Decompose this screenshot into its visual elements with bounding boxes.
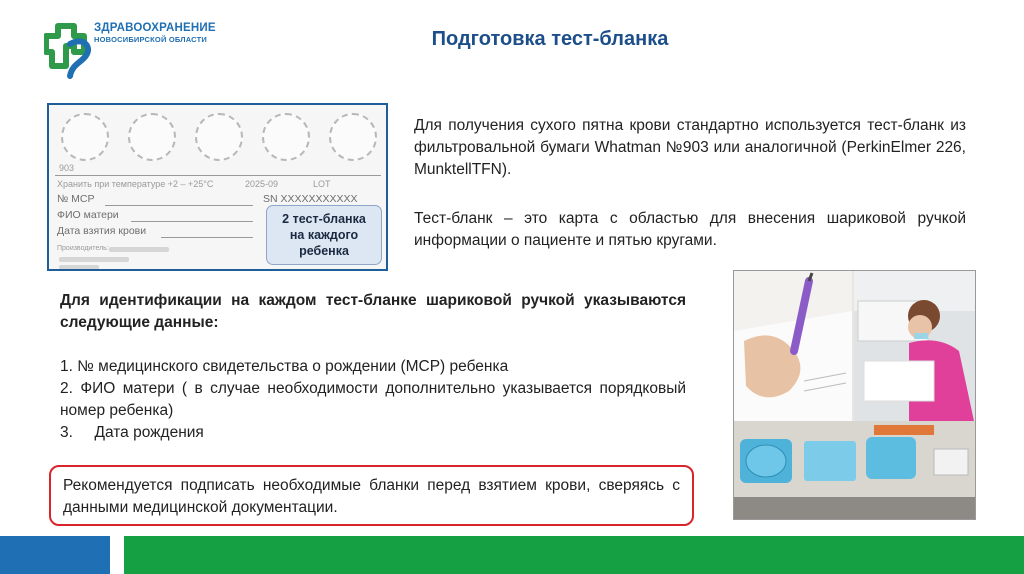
form-blur xyxy=(59,265,99,270)
logo-subtitle: НОВОСИБИРСКОЙ ОБЛАСТИ xyxy=(94,35,207,44)
list-item: 2. ФИО матери ( в случае необходимости дополнительно указывается порядковый номер ребенка) xyxy=(60,380,686,419)
form-divider xyxy=(55,175,381,176)
list-item: 1. № медицинского свидетельства о рождении (МСР) ребенка xyxy=(60,358,509,375)
blood-spot-circle xyxy=(329,113,377,161)
form-blur xyxy=(109,247,169,252)
badge-line: на каждого xyxy=(289,228,359,242)
form-mother-label: ФИО матери xyxy=(57,209,119,221)
form-msr-label: № МСР xyxy=(57,193,95,205)
photo-filling-forms xyxy=(733,270,976,520)
identification-heading: Для идентификации на каждом тест-бланке шариковой ручкой указываются следующие данные: xyxy=(60,292,686,331)
badge-line: 2 тест-бланка xyxy=(282,212,366,226)
form-expiry: 2025-09 xyxy=(245,179,279,189)
blood-spot-circle xyxy=(128,113,176,161)
logo-title: ЗДРАВООХРАНЕНИЕ xyxy=(94,22,216,34)
footer-bar-blue xyxy=(0,536,110,574)
identification-section xyxy=(60,290,686,444)
paragraph-test-form: Тест-бланк – это карта с областью для внесения шариковой ручкой информации о пациенте и пятью кругами. xyxy=(414,210,966,249)
form-number: 903 xyxy=(59,163,75,173)
photo-illustration xyxy=(734,271,976,520)
form-blur xyxy=(59,257,129,262)
form-date-label: Дата взятия крови xyxy=(57,225,147,237)
form-lot: LOT xyxy=(313,179,331,189)
form-underline xyxy=(161,237,253,238)
recommendation-note: Рекомендуется подписать необходимые бланки перед взятием крови, сверяясь с данными медицинской документации. xyxy=(49,465,694,526)
forms-per-child-badge xyxy=(266,205,382,265)
badge-line: ребенка xyxy=(299,244,349,258)
list-item: 3. Дата рождения xyxy=(60,424,204,441)
blood-spot-circle xyxy=(61,113,109,161)
form-underline xyxy=(105,205,253,206)
form-maker-label: Производитель: xyxy=(57,245,109,252)
form-storage: Хранить при температуре +2 – +25°С xyxy=(57,179,214,189)
spacer xyxy=(60,334,686,356)
blood-spot-circle xyxy=(195,113,243,161)
paragraph-filter-paper: Для получения сухого пятна крови стандартно используется тест-бланк из фильтровальной бумаги Whatman №903 или аналогичной (PerkinElmer 226, MunktellTFN). xyxy=(414,117,966,178)
form-underline xyxy=(131,221,253,222)
blood-spot-circle xyxy=(262,113,310,161)
form-sn: SN XXXXXXXXXXX xyxy=(263,193,358,205)
footer-bar-green xyxy=(124,536,1024,574)
page-title: Подготовка тест-бланка xyxy=(431,28,669,50)
